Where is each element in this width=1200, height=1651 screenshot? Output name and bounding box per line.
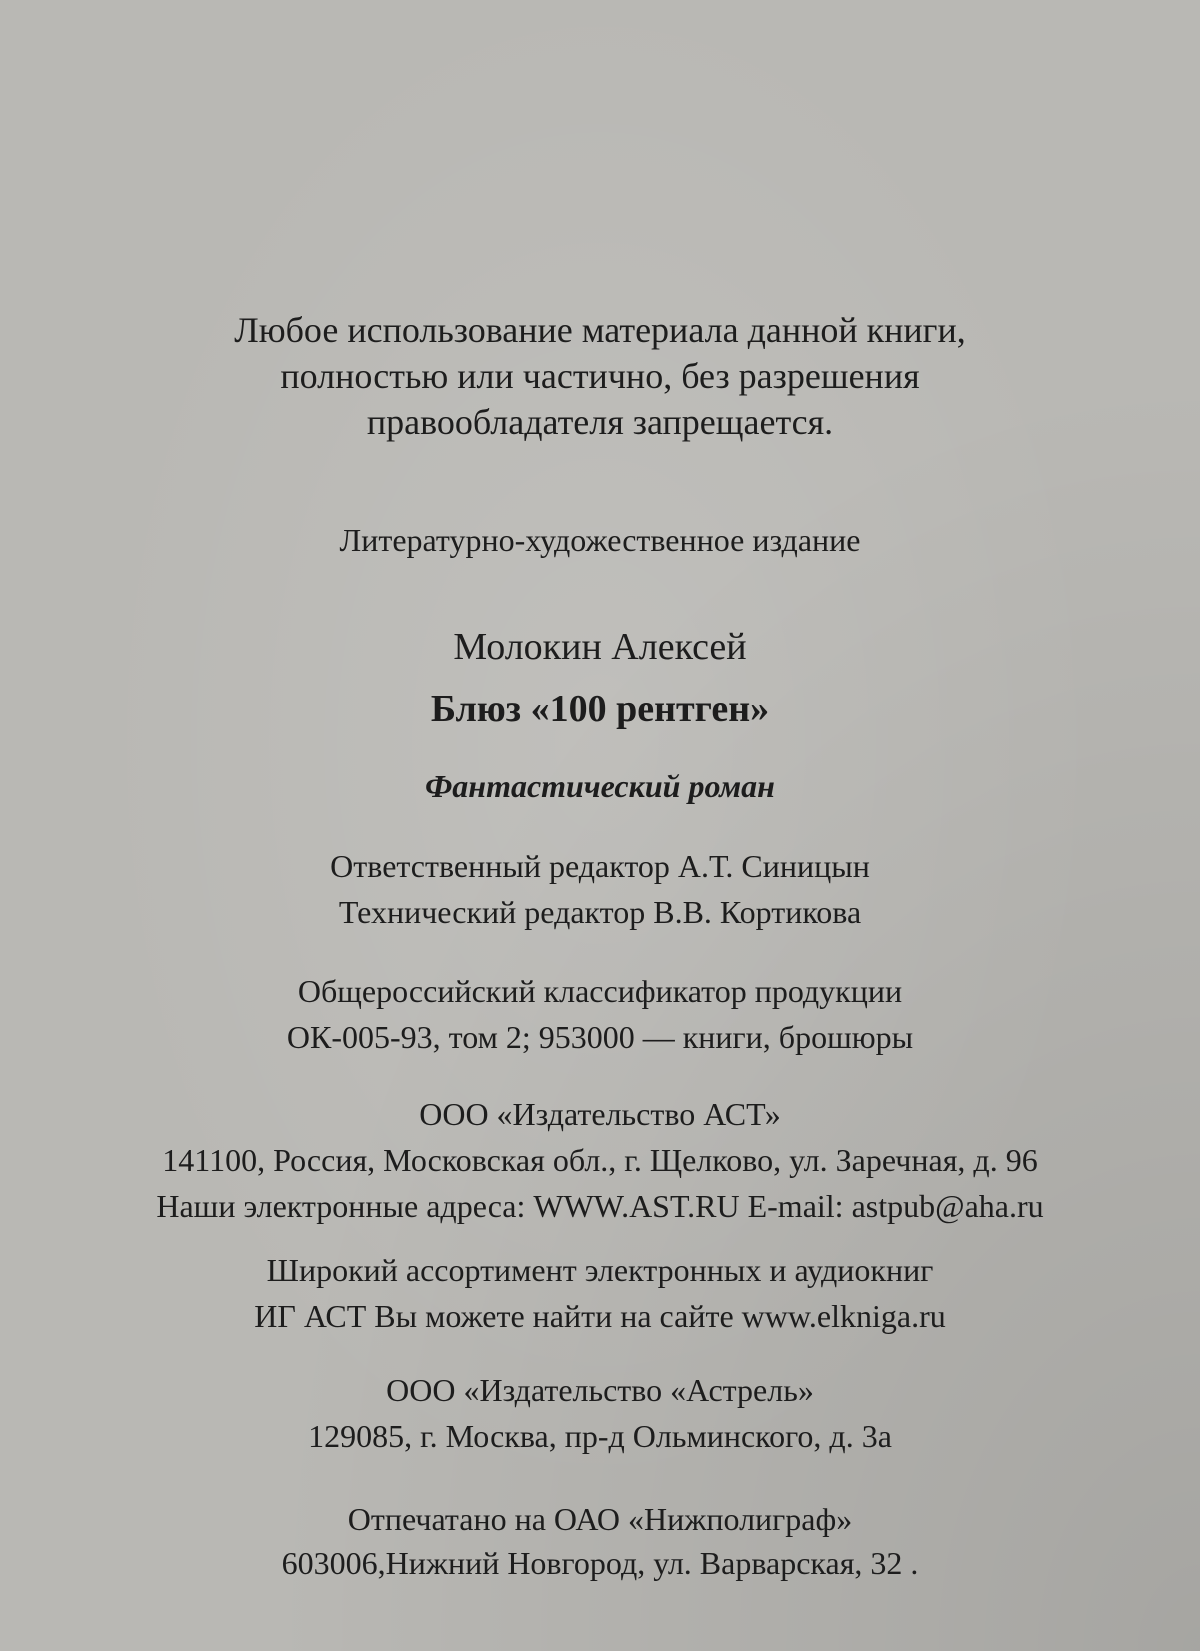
classifier-line-2: ОК-005-93, том 2; 953000 — книги, брошюры (286, 1019, 914, 1055)
printer-line-2: 603006,Нижний Новгород, ул. Варварская, 32 . (281, 1545, 919, 1581)
copyright-line-1: Любое использование материала данной книги, (234, 310, 966, 350)
book-author: Молокин Алексей (453, 626, 747, 668)
copyright-line-2: полностью или частично, без разрешения (280, 356, 920, 396)
edition-type: Литературно-художественное издание (339, 522, 861, 558)
ebooks-line-1: Широкий ассортимент электронных и аудиокниг (266, 1252, 934, 1288)
technical-editor: Технический редактор В.В. Кортикова (338, 894, 862, 930)
responsible-editor: Ответственный редактор А.Т. Синицын (330, 848, 870, 884)
publisher-astrel-name: ООО «Издательство «Астрель» (386, 1372, 814, 1408)
ebooks-line-2: ИГ АСТ Вы можете найти на сайте www.elkniga.ru (254, 1298, 946, 1334)
publisher-ast-web: Наши электронные адреса: WWW.AST.RU E-mail: astpub@aha.ru (156, 1188, 1044, 1224)
publisher-ast-name: ООО «Издательство АСТ» (419, 1096, 781, 1132)
copyright-line-3: правообладателя запрещается. (366, 402, 834, 442)
book-genre: Фантастический роман (425, 768, 775, 804)
publisher-astrel-address: 129085, г. Москва, пр-д Ольминского, д. 3а (308, 1418, 892, 1454)
printer-line-1: Отпечатано на ОАО «Нижполиграф» (347, 1501, 853, 1537)
book-title: Блюз «100 рентген» (430, 688, 770, 730)
classifier-line-1: Общероссийский классификатор продукции (297, 973, 903, 1009)
publisher-ast-address: 141100, Россия, Московская обл., г. Щелково, ул. Заречная, д. 96 (162, 1142, 1038, 1178)
